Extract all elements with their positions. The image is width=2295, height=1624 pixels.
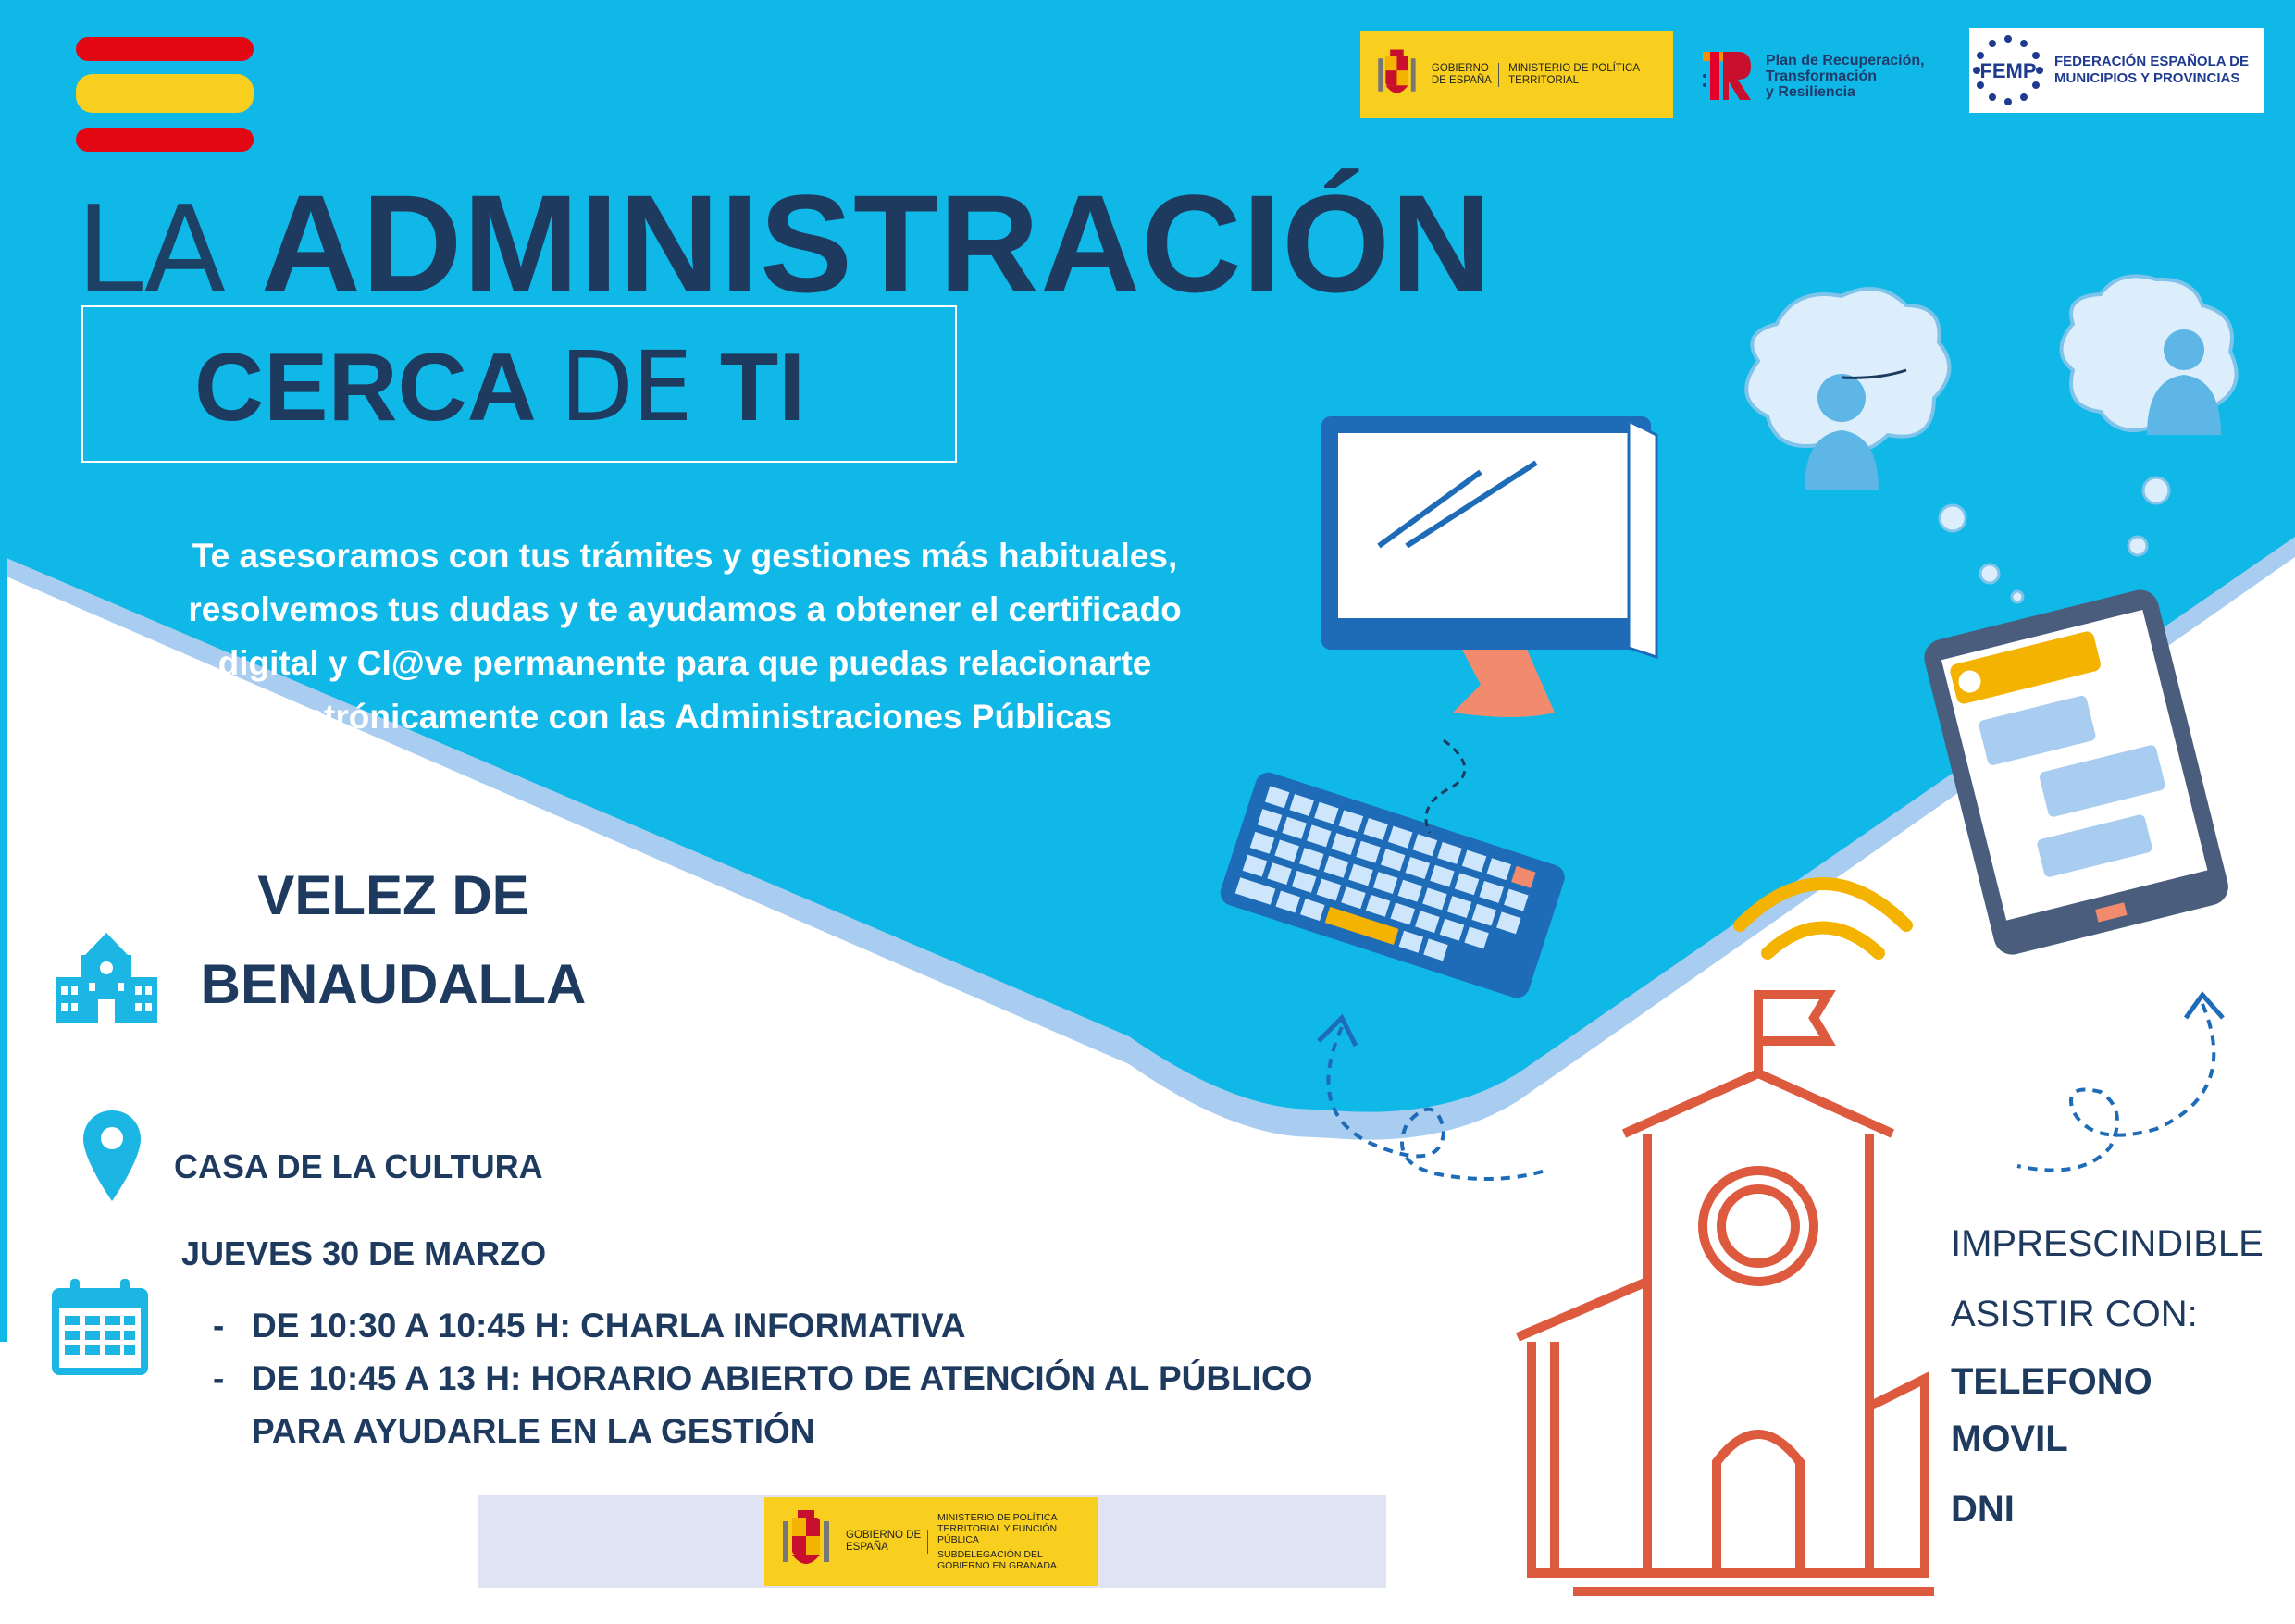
subtitle-part3: TI xyxy=(719,334,806,441)
subtitle-part1: CERCA xyxy=(194,334,560,441)
wifi-signal-icon xyxy=(1740,884,1906,953)
schedule-text: DE 10:45 A 13 H: HORARIO ABIERTO DE ATENCIÓN AL PÚBLICO PARA AYUDARLE EN LA GESTIÓN xyxy=(252,1359,1313,1450)
gobierno-name: GOBIERNO DE ESPAÑA xyxy=(1432,63,1499,87)
coat-of-arms-icon xyxy=(779,1508,833,1575)
town-line1: VELEZ DE xyxy=(257,864,529,926)
title-light: LA xyxy=(76,180,261,320)
town-hall-icon xyxy=(1518,990,1934,1592)
req-line2: ASISTIR CON: xyxy=(1951,1294,2198,1334)
venue-name: CASA DE LA CULTURA xyxy=(174,1147,543,1185)
femp-mark: FEMP xyxy=(1979,59,2037,82)
schedule-text: DE 10:30 A 10:45 H: CHARLA INFORMATIVA xyxy=(252,1307,966,1345)
footer-ministry xyxy=(928,1512,1076,1571)
prtr-text: Plan de Recuperación, Transformación y Resiliencia xyxy=(1766,52,1925,100)
requirements xyxy=(1951,1209,2264,1538)
subtitle-part2: DE xyxy=(559,330,720,443)
schedule-dash: - xyxy=(213,1359,225,1397)
keyboard-icon xyxy=(1217,769,1568,1001)
femp-text: FEDERACIÓN ESPAÑOLA DE MUNICIPIOS Y PROVINCIAS xyxy=(2054,54,2250,86)
intro-text: Te asesoramos con tus trámites y gestiones más habituales, resolvemos tus dudas y te ayudamos a obtener el certificado digital y Cl@ve permanente para que puedas relacionarte electrónicamente con las Administraciones Públicas xyxy=(188,537,1182,736)
footer-ministry-name: MINISTERIO DE POLÍTICA TERRITORIAL Y FUNCIÓN PÚBLICA xyxy=(937,1512,1058,1545)
footer-subdelegation: SUBDELEGACIÓN DEL GOBIERNO EN GRANADA xyxy=(937,1549,1057,1571)
person-cloud-icon xyxy=(2062,276,2237,435)
computer-monitor-icon xyxy=(1321,416,1656,717)
schedule-dash: - xyxy=(213,1307,225,1345)
dashed-arrow-icon xyxy=(1328,1004,2214,1179)
person-cloud-icon xyxy=(1746,289,1949,490)
tablet-chat-icon xyxy=(1920,586,2232,959)
req-phone: TELEFONO xyxy=(1951,1361,2152,1402)
req-line1: IMPRESCINDIBLE xyxy=(1951,1223,2264,1264)
event-date: JUEVES 30 DE MARZO xyxy=(181,1234,547,1272)
req-dni: DNI xyxy=(1951,1489,2015,1530)
req-phone-2: MOVIL xyxy=(1951,1419,2068,1459)
footer-gobierno-logo xyxy=(764,1497,1098,1586)
footer-gobierno-name: GOBIERNO DE ESPAÑA xyxy=(846,1530,928,1554)
town-line2: BENAUDALLA xyxy=(200,953,587,1015)
ministry-name: MINISTERIO DE POLÍTICA TERRITORIAL xyxy=(1508,63,1640,86)
title-bold: ADMINISTRACIÓN xyxy=(260,166,1493,321)
